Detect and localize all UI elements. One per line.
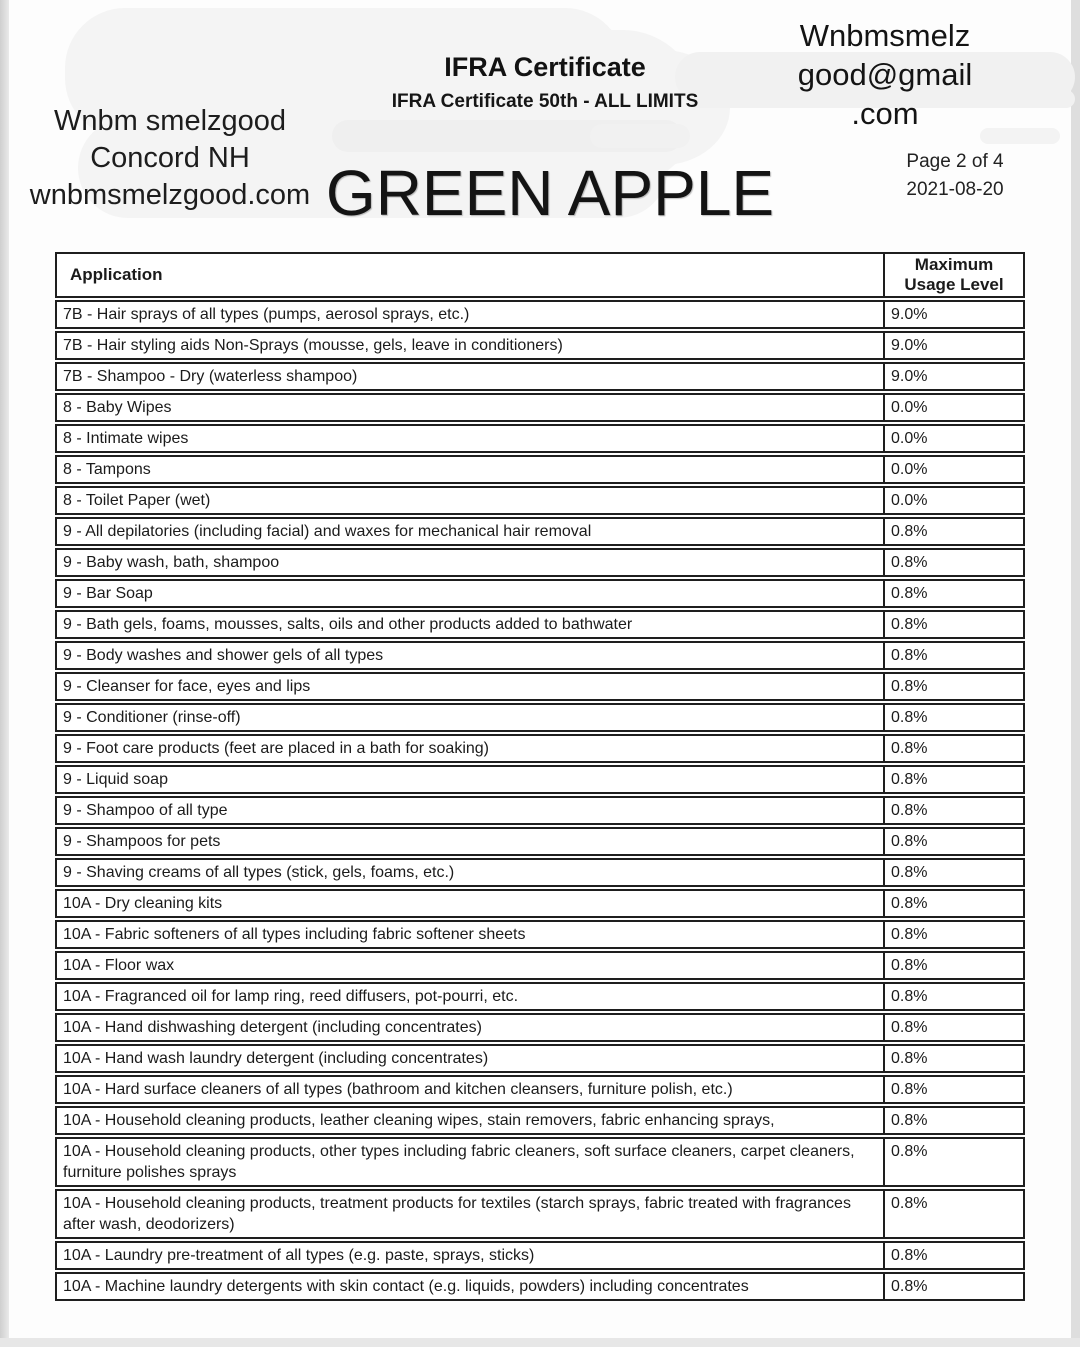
usage-level-cell: 0.8%: [883, 984, 1023, 1009]
application-cell: 7B - Shampoo - Dry (waterless shampoo): [63, 368, 358, 385]
application-cell: 9 - Foot care products (feet are placed in a bath for soaking): [63, 740, 490, 757]
application-cell: 8 - Tampons: [63, 461, 151, 478]
table-row: [55, 424, 1025, 453]
table-row: [55, 1189, 1025, 1239]
application-cell: 10A - Fabric softeners of all types including fabric softener sheets: [63, 926, 526, 943]
application-cell: 9 - Liquid soap: [63, 771, 168, 788]
usage-level-cell: 0.8%: [883, 922, 1023, 947]
application-cell: 9 - Bath gels, foams, mousses, salts, oils and other products added to bathwater: [63, 616, 633, 633]
certificate-title: IFRA Certificate: [444, 52, 646, 82]
usage-level-cell: 0.8%: [883, 1139, 1023, 1185]
table-row: [55, 889, 1025, 918]
usage-level-cell: 0.8%: [883, 829, 1023, 854]
usage-level-cell: 0.8%: [883, 798, 1023, 823]
table-row: [55, 1013, 1025, 1042]
table-row: [55, 300, 1025, 329]
table-row: [55, 1106, 1025, 1135]
application-cell: 9 - Body washes and shower gels of all types: [63, 647, 384, 664]
table-row: [55, 920, 1025, 949]
usage-level-cell: 0.8%: [883, 1077, 1023, 1102]
photo-edge-right: [1071, 0, 1080, 1347]
usage-level-cell: 0.8%: [883, 674, 1023, 699]
usage-level-cell: 9.0%: [883, 333, 1023, 358]
table-row: [55, 1272, 1025, 1301]
page-info-block: [880, 148, 1030, 204]
table-row: [55, 486, 1025, 515]
whiteout-scribble-under-subtitle: [590, 124, 690, 148]
application-cell: 9 - Shaving creams of all types (stick, gels, foams, etc.): [63, 864, 455, 881]
photo-edge-bottom: [0, 1338, 1080, 1347]
application-cell: 10A - Laundry pre-treatment of all types (e.g. paste, sprays, sticks): [63, 1247, 535, 1264]
table-row: [55, 393, 1025, 422]
usage-level-cell: 0.8%: [883, 1243, 1023, 1268]
usage-level-cell: 0.8%: [883, 1191, 1023, 1237]
application-cell: 9 - Cleanser for face, eyes and lips: [63, 678, 311, 695]
usage-level-cell: 0.8%: [883, 860, 1023, 885]
usage-level-cell: 0.8%: [883, 612, 1023, 637]
usage-level-cell: 0.8%: [883, 767, 1023, 792]
sender-block: [0, 103, 340, 214]
table-body: [55, 300, 1025, 1301]
usage-level-cell: 0.8%: [883, 581, 1023, 606]
usage-level-cell: 0.8%: [883, 1015, 1023, 1040]
application-cell: 9 - Shampoos for pets: [63, 833, 221, 850]
usage-level-cell: 9.0%: [883, 364, 1023, 389]
application-cell: 10A - Machine laundry detergents with skin contact (e.g. liquids, powders) including concentrates: [63, 1278, 749, 1295]
page-date: 2021-08-20: [906, 179, 1004, 200]
table-row: [55, 1137, 1025, 1187]
table-row: [55, 672, 1025, 701]
usage-level-cell: 0.8%: [883, 1108, 1023, 1133]
application-cell: 7B - Hair sprays of all types (pumps, aerosol sprays, etc.): [63, 306, 470, 323]
usage-table: [55, 252, 1025, 1301]
table-row: [55, 517, 1025, 546]
table-row: [55, 331, 1025, 360]
product-name: GREEN APPLE: [325, 157, 775, 229]
table-row: [55, 796, 1025, 825]
application-cell: 10A - Household cleaning products, other types including fabric cleaners, soft surface cleaners, carpet cleaners, furniture polishes sprays: [63, 1143, 855, 1181]
contact-email-block: [735, 16, 1035, 133]
usage-level-cell: 0.8%: [883, 736, 1023, 761]
application-cell: 10A - Hand dishwashing detergent (including concentrates): [63, 1019, 482, 1036]
contact-email-line: good@gmail: [797, 57, 973, 92]
sender-name: Wnbm smelzgood: [53, 105, 287, 137]
application-cell: 10A - Hard surface cleaners of all types (bathroom and kitchen cleansers, furniture polish, etc.): [63, 1081, 733, 1098]
application-cell: 9 - Conditioner (rinse-off): [63, 709, 241, 726]
application-column-header: Application: [70, 265, 163, 284]
table-row: [55, 951, 1025, 980]
application-cell: 10A - Household cleaning products, treatment products for textiles (starch sprays, fabric treated with fragrances after wash, deodorizers): [63, 1195, 851, 1233]
application-cell: 7B - Hair styling aids Non-Sprays (mousse, gels, leave in conditioners): [63, 337, 563, 354]
page-number: Page 2 of 4: [906, 151, 1004, 172]
usage-level-cell: 9.0%: [883, 302, 1023, 327]
contact-email-line: .com: [851, 96, 919, 131]
table-row: [55, 641, 1025, 670]
application-cell: 9 - Baby wash, bath, shampoo: [63, 554, 280, 571]
application-cell: 10A - Dry cleaning kits: [63, 895, 223, 912]
usage-level-cell: 0.0%: [883, 426, 1023, 451]
application-cell: 10A - Hand wash laundry detergent (including concentrates): [63, 1050, 489, 1067]
table-row: [55, 1044, 1025, 1073]
application-cell: 9 - Bar Soap: [63, 585, 153, 602]
usage-level-cell: 0.8%: [883, 1274, 1023, 1299]
contact-email-line: Wnbmsmelz: [799, 18, 971, 53]
usage-level-cell: 0.8%: [883, 519, 1023, 544]
table-row: [55, 734, 1025, 763]
application-cell: 8 - Baby Wipes: [63, 399, 172, 416]
table-row: [55, 827, 1025, 856]
application-cell: 8 - Toilet Paper (wet): [63, 492, 211, 509]
usage-level-cell: 0.0%: [883, 395, 1023, 420]
usage-level-cell: 0.0%: [883, 488, 1023, 513]
application-cell: 9 - All depilatories (including facial) and waxes for mechanical hair removal: [63, 523, 592, 540]
usage-level-cell: 0.8%: [883, 953, 1023, 978]
application-cell: 8 - Intimate wipes: [63, 430, 189, 447]
usage-level-cell: 0.8%: [883, 891, 1023, 916]
usage-level-column-header: Maximum Usage Level: [883, 254, 1023, 296]
application-cell: 10A - Fragranced oil for lamp ring, reed diffusers, pot-pourri, etc.: [63, 988, 519, 1005]
table-header-row: [55, 252, 1025, 298]
sender-city: Concord NH: [90, 142, 250, 174]
usage-level-cell: 0.8%: [883, 643, 1023, 668]
table-row: [55, 455, 1025, 484]
table-row: [55, 1075, 1025, 1104]
usage-level-cell: 0.8%: [883, 705, 1023, 730]
table-row: [55, 548, 1025, 577]
table-row: [55, 858, 1025, 887]
table-row: [55, 703, 1025, 732]
table-row: [55, 610, 1025, 639]
usage-level-cell: 0.0%: [883, 457, 1023, 482]
table-row: [55, 362, 1025, 391]
table-row: [55, 765, 1025, 794]
table-row: [55, 982, 1025, 1011]
usage-level-cell: 0.8%: [883, 550, 1023, 575]
application-cell: 10A - Household cleaning products, leather cleaning wipes, stain removers, fabric enhancing sprays,: [63, 1112, 775, 1129]
application-cell: 10A - Floor wax: [63, 957, 175, 974]
usage-level-cell: 0.8%: [883, 1046, 1023, 1071]
certificate-subtitle: IFRA Certificate 50th - ALL LIMITS: [391, 91, 699, 112]
table-row: [55, 579, 1025, 608]
table-row: [55, 1241, 1025, 1270]
sender-website: wnbmsmelzgood.com: [29, 179, 311, 211]
application-cell: 9 - Shampoo of all type: [63, 802, 228, 819]
